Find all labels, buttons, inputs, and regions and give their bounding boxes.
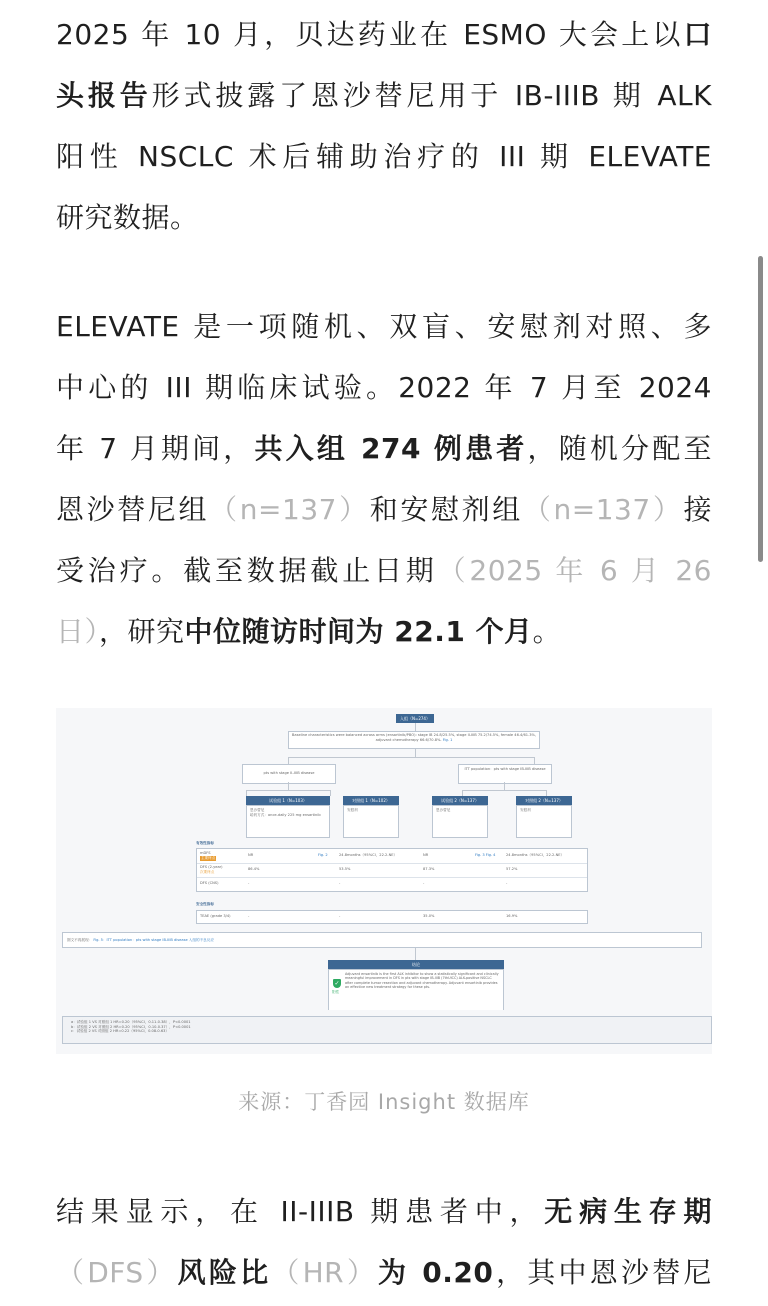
arm-2: 对照组 1（N=102） 安慰剂 — [343, 796, 399, 838]
safety-label: 安全性指标 — [196, 902, 214, 906]
right-group-box: ITT population：pts with stage IB-IIIB disease — [458, 764, 552, 784]
efficacy-table: mDFS 主要终点 NR Fig. 2 24.8months（95%CI，22.2-NE） NR Fig. 3 Fig. 4 24.8months（95%CI，22.2-NE） DFS (2-year) 次要终点 86.4% 53.5% 87.3% 57.2% DFS (CNS) - - - - — [196, 848, 588, 892]
p1-line-1: 2025 年 10 月，贝达药业在 ESMO 大会上以口 — [56, 18, 712, 51]
paragraph-1 — [56, 4, 712, 248]
p2-line-3: 年 7 月期间，共入组 274 例患者，随机分配至 — [56, 432, 712, 465]
paragraph-2 — [56, 296, 712, 662]
p1-line-4: 研究数据。 — [56, 201, 199, 234]
p3-line-2: （DFS）风险比（HR）为 0.20，其中恩沙替尼 — [56, 1256, 712, 1289]
p2-line-5: 受治疗。截至数据截止日期（2025 年 6 月 26 — [56, 554, 712, 587]
efficacy-label: 有效性指标 — [196, 841, 214, 845]
p3-line-1: 结果显示，在 II-IIIB 期患者中，无病生存期 — [56, 1195, 712, 1228]
p2-line-4: 恩沙替尼组（n=137）和安慰剂组（n=137）接 — [56, 493, 712, 526]
not-shown-row: 图文不再展现： Fig. 5：ITT population：pts with stage IB-IIIB disease 入组的不良反应 — [62, 932, 702, 948]
figure-caption: 来源：丁香园 Insight 数据库 — [238, 1090, 530, 1114]
p1-line-2: 头报告形式披露了恩沙替尼用于 IB-IIIB 期 ALK — [56, 79, 712, 112]
scrollbar-thumb[interactable] — [758, 256, 763, 562]
enrollment-box: 入组（N=274） — [396, 714, 434, 723]
left-group-box: pts with stage II–IIIB disease — [242, 764, 336, 784]
p2-line-6: 日），研究中位随访时间为 22.1 个月。 — [56, 615, 562, 648]
arm-4: 对照组 2（N=137） 安慰剂 — [516, 796, 572, 838]
safety-table: TEAE (grade 3/4) - - 35.0% 16.9% — [196, 910, 588, 924]
p2-line-1: ELEVATE 是一项随机、双盲、安慰剂对照、多 — [56, 310, 712, 343]
baseline-box: Baseline characteristics were balanced across arms (ensartinib/PBO): stage IB 24.8/25.5%, stage II-IIIB 75.2/74.5%, female 46.4/61.3%, adjuvant chemotherapy 66.6/70.8%. Fig. 1 — [288, 731, 540, 749]
arm-1: 试验组 1（N=103） 恩沙替尼 给药方式：once-daily 225 mg ensartinib — [246, 796, 330, 838]
check-shield-icon: ✓ — [334, 980, 340, 987]
footnotes: a：试验组 1 VS 对照组 1 HR=0.20（95%CI，0.11-0.38），P<0.0001 b：试验组 2 VS 对照组 2 HR=0.20（95%CI，0.10-0.37），P<0.0001 c：试验组 2 VS 对照组 2 HR=0.22（95%CI，0.08-0.63） — [62, 1016, 712, 1044]
study-flowchart-figure — [56, 708, 712, 1054]
paragraph-3 — [56, 1181, 712, 1303]
conclusion-box: 结论 ✓ 阳性 Adjuvant ensartinib is the first ALK inhibitor to show a statistically significant and clinically meaningful improvement in DFS in pts with stage IB-IIIB (7thUICC) ALK-positive NSCLC after complete tumor resection and adjuvant chemotherapy. Adjuvant ensartinib provides an effective new treatment strategy for these pts. — [328, 960, 504, 1010]
p2-line-2: 中心的 III 期临床试验。2022 年 7 月至 2024 — [56, 371, 712, 404]
p1-line-3: 阳性 NSCLC 术后辅助治疗的 III 期 ELEVATE — [56, 140, 712, 173]
arm-3: 试验组 2（N=137） 恩沙替尼 — [432, 796, 488, 838]
